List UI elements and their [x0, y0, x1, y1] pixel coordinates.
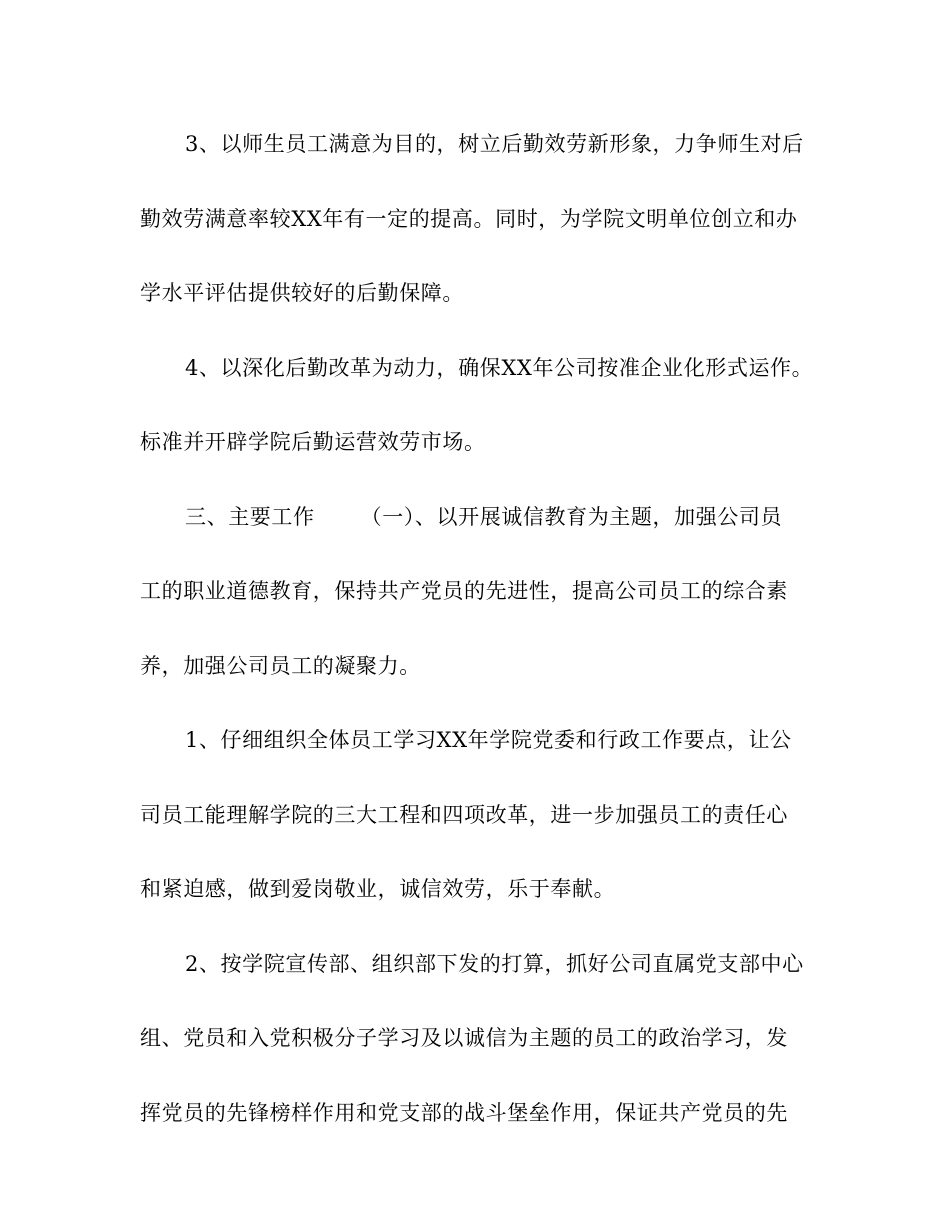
paragraph-line: 2、按学院宣传部、组织部下发的打算，抓好公司直属党支部中心 [185, 952, 804, 976]
paragraph-line: 学水平评估提供较好的后勤保障。 [140, 281, 464, 305]
paragraph-line: 养，加强公司员工的凝聚力。 [140, 654, 421, 678]
section-heading-line [185, 502, 825, 532]
paragraph-line: 和紧迫感，做到爱岗敬业，诚信效劳，乐于奉献。 [140, 877, 616, 901]
section-heading: 三、主要工作 [185, 505, 315, 529]
paragraph-line: 标准并开辟学院后勤运营效劳市场。 [140, 430, 486, 454]
subsection-heading: （一）、以开展诚信教育为主题，加强公司员 [360, 505, 783, 529]
paragraph-line: 勤效劳满意率较XX年有一定的提高。同时，为学院文明单位创立和办 [140, 207, 798, 231]
paragraph-line: 挥党员的先锋榜样作用和党支部的战斗堡垒作用，保证共产党员的先 [140, 1101, 788, 1125]
paragraph-line: 工的职业道德教育，保持共产党员的先进性，提高公司员工的综合素 [140, 579, 788, 603]
paragraph-line: 组、党员和入党积极分子学习及以诚信为主题的员工的政治学习，发 [140, 1026, 788, 1050]
paragraph-line: 4、以深化后勤改革为动力，确保XX年公司按准企业化形式运作。 [185, 356, 814, 380]
paragraph-line: 1、仔细组织全体员工学习XX年学院党委和行政工作要点，让公 [185, 728, 792, 752]
paragraph-line: 3、以师生员工满意为目的，树立后勤效劳新形象，力争师生对后 [185, 132, 804, 156]
paragraph-line: 司员工能理解学院的三大工程和四项改革，进一步加强员工的责任心 [140, 803, 788, 827]
